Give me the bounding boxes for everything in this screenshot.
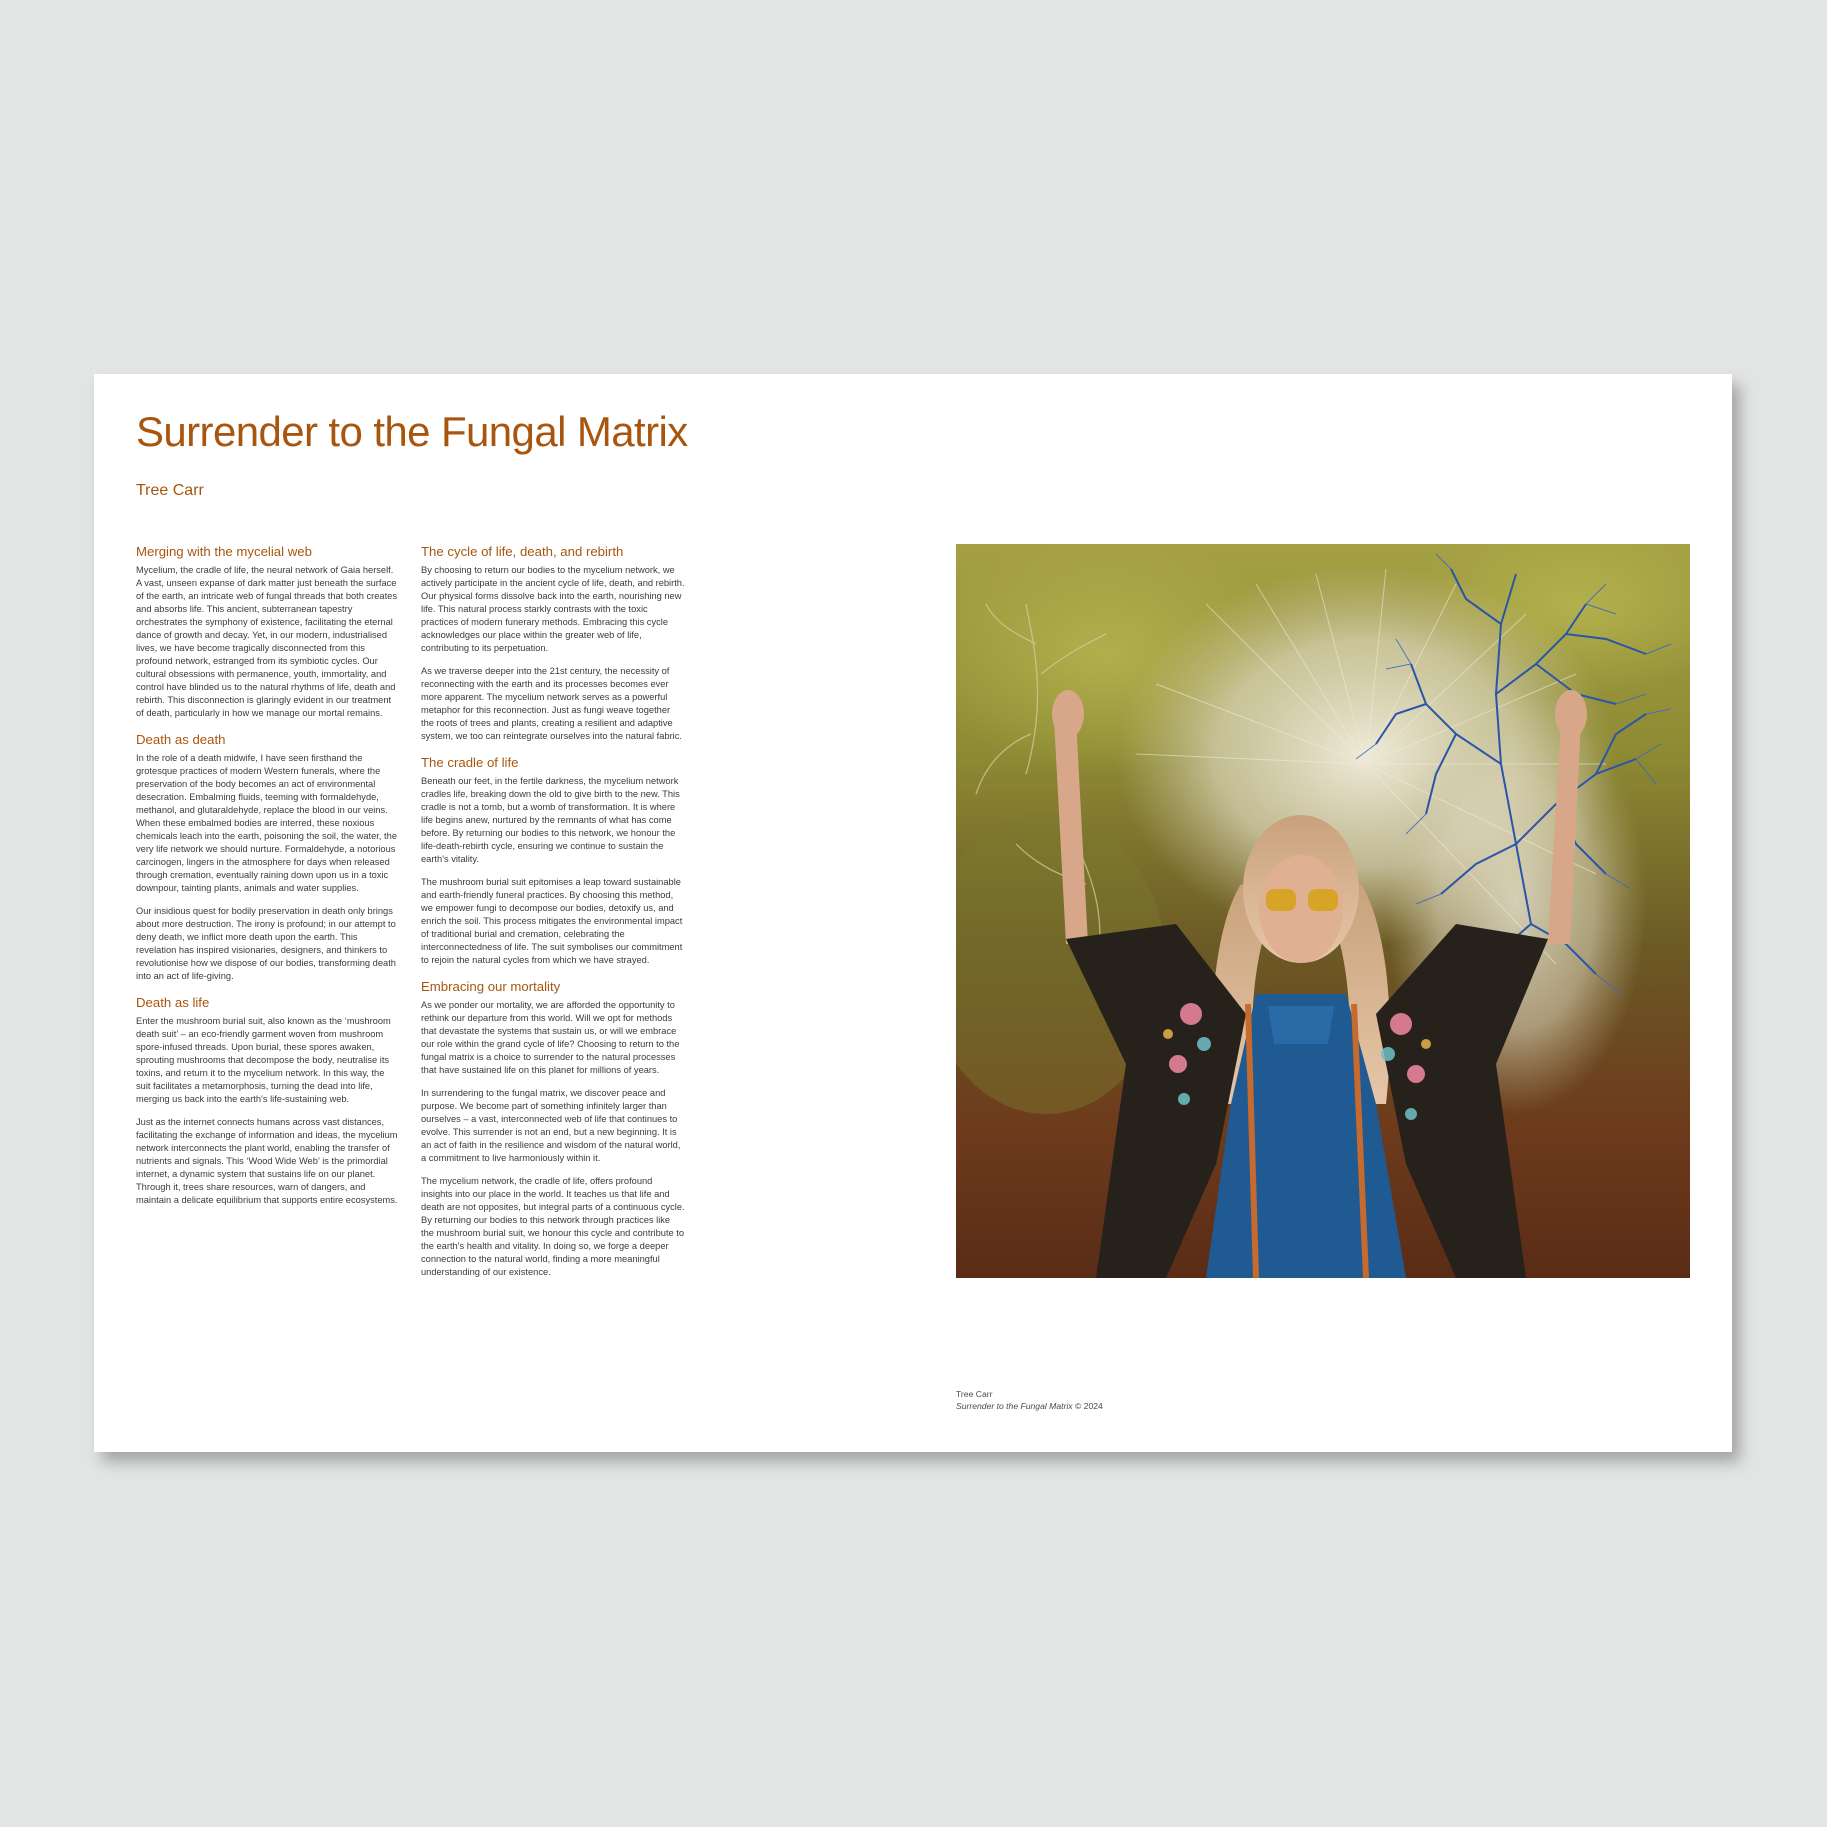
text-column-1 [136,543,400,1218]
section-heading: Death as life [136,995,210,1010]
text-column-2 [421,543,685,1290]
body-paragraph: Mycelium, the cradle of life, the neural network of Gaia herself. A vast, unseen expanse of dark matter just beneath the surface of the earth, an intricate web of fungal threads that both creates and absorbs life. This ancient, subterranean tapestry orchestrates the symphony of existence, facilitating the eternal dance of growth and decay. Yet, in our modern, industrialised lives, we have become tragically disconnected from this profound network, estranged from its symbiotic cycles. Our cultural obsessions with permanence, youth, immortality, and control have blinded us to the natural rhythms of life, death and rebirth. This disconnection is glaringly evident in our treatment of death, particularly in how we manage our mortal remains. [136,565,397,718]
section-heading: Death as death [136,732,226,747]
body-paragraph: The mushroom burial suit epitomises a leap toward sustainable and earth-friendly funeral practices. By choosing this method, we empower fungi to decompose our bodies, detoxify us, and enrich the soil. This process mitigates the environmental impact of traditional burial and cremation, celebrating the interconnectedness of life. The suit symbolises our commitment to rejoin the natural cycles from which we have strayed. [421,877,683,965]
body-paragraph: In the role of a death midwife, I have seen firsthand the grotesque practices of modern Western funerals, where the preservation of the body becomes an act of environmental desecration. Embalming fluids, teeming with formaldehyde, methanol, and glutaraldehyde, replace the blood in our veins. When these embalmed bodies are interred, these noxious chemicals leach into the earth, poisoning the soil, the water, the very life network we should nurture. Formaldehyde, a notorious carcinogen, lingers in the atmosphere for days when released through cremation, eventually raining down upon us in a toxic downpour, tainting plants, animals and water supplies. [136,753,397,893]
caption-artist: Tree Carr [956,1389,993,1399]
image-caption [956,1388,1103,1412]
body-paragraph: The mycelium network, the cradle of life, offers profound insights into our place in the world. It teaches us that life and death are not opposites, but integral parts of a continuous cycle. By returning our bodies to this network through practices like the mushroom burial suit, we honour this cycle and contribute to the earth's health and vitality. In doing so, we forge a deeper connection to the natural world, finding a more meaningful understanding of our existence. [421,1176,685,1277]
body-paragraph: By choosing to return our bodies to the mycelium network, we actively participate in the ancient cycle of life, death, and rebirth. Our physical forms dissolve back into the earth, nourishing new life. This natural process starkly contrasts with the toxic practices of modern funerary methods. Embracing this cycle acknowledges our place within the greater web of life, contributing to its perpetuation. [421,565,685,653]
caption-work-title: Surrender to the Fungal Matrix [956,1401,1073,1411]
body-paragraph: In surrendering to the fungal matrix, we discover peace and purpose. We become part of something infinitely larger than ourselves – a vast, interconnected web of life that continues to evolve. This surrender is not an end, but a new beginning. It is an act of faith in the resilience and wisdom of the natural world, a commitment to live harmoniously within it. [421,1088,681,1163]
caption-credit [956,1400,1103,1412]
section-heading: Embracing our mortality [421,979,561,994]
body-paragraph: Beneath our feet, in the fertile darkness, the mycelium network cradles life, breaking down the old to give birth to the new. This cradle is not a tomb, but a womb of transformation. It is where life begins anew, nurtured by the remnants of what has come before. By returning our bodies to this network, we honour the life-death-rebirth cycle, ensuring we continue to sustain the earth's vitality. [421,776,680,864]
article-title: Surrender to the Fungal Matrix [136,408,688,455]
document-spread [94,374,1732,1452]
artwork-photo [956,544,1690,1278]
body-paragraph: As we traverse deeper into the 21st century, the necessity of reconnecting with the earth and its processes becomes ever more apparent. The mycelium network serves as a powerful metaphor for this reconnection. Just as fungi weave together the roots of trees and plants, creating a resilient and adaptive system, we too can reintegrate ourselves into the natural fabric. [421,666,682,741]
section-heading: Merging with the mycelial web [136,544,312,559]
body-paragraph: Just as the internet connects humans across vast distances, facilitating the exchange of information and ideas, the mycelium network interconnects the plant world, enabling the transfer of nutrients and signals. This ‘Wood Wide Web’ is the primordial internet, a dynamic system that sustains life on our planet. Through it, trees share resources, warn of dangers, and maintain a delicate equilibrium that supports entire ecosystems. [136,1117,398,1205]
body-paragraph: Enter the mushroom burial suit, also known as the ‘mushroom death suit’ – an eco-friendly garment woven from mushroom spore-infused threads. Upon burial, these spores awaken, sprouting mushrooms that decompose the body, neutralise its toxins, and return it to the mycelium network. In this way, the suit facilitates a metamorphosis, turning the dead into life, merging us back into the earth's life-sustaining web. [136,1016,391,1104]
section-heading: The cycle of life, death, and rebirth [421,544,624,559]
body-paragraph: Our insidious quest for bodily preservation in death only brings about more destruction. The irony is profound; in our attempt to deny death, we inflict more death upon the earth. This revelation has inspired visionaries, designers, and thinkers to revolutionise how we dispose of our bodies, transforming death into an act of life-giving. [136,906,396,981]
body-paragraph: As we ponder our mortality, we are afforded the opportunity to rethink our departure from this world. Will we opt for methods that devastate the systems that sustain us, or will we embrace our role within the grand cycle of life? Choosing to return to the fungal matrix is a choice to surrender to the natural processes that have sustained life on this planet for millions of years. [421,1000,680,1075]
caption-copyright: © 2024 [1072,1401,1103,1411]
article-author: Tree Carr [136,482,204,499]
section-heading: The cradle of life [421,755,519,770]
